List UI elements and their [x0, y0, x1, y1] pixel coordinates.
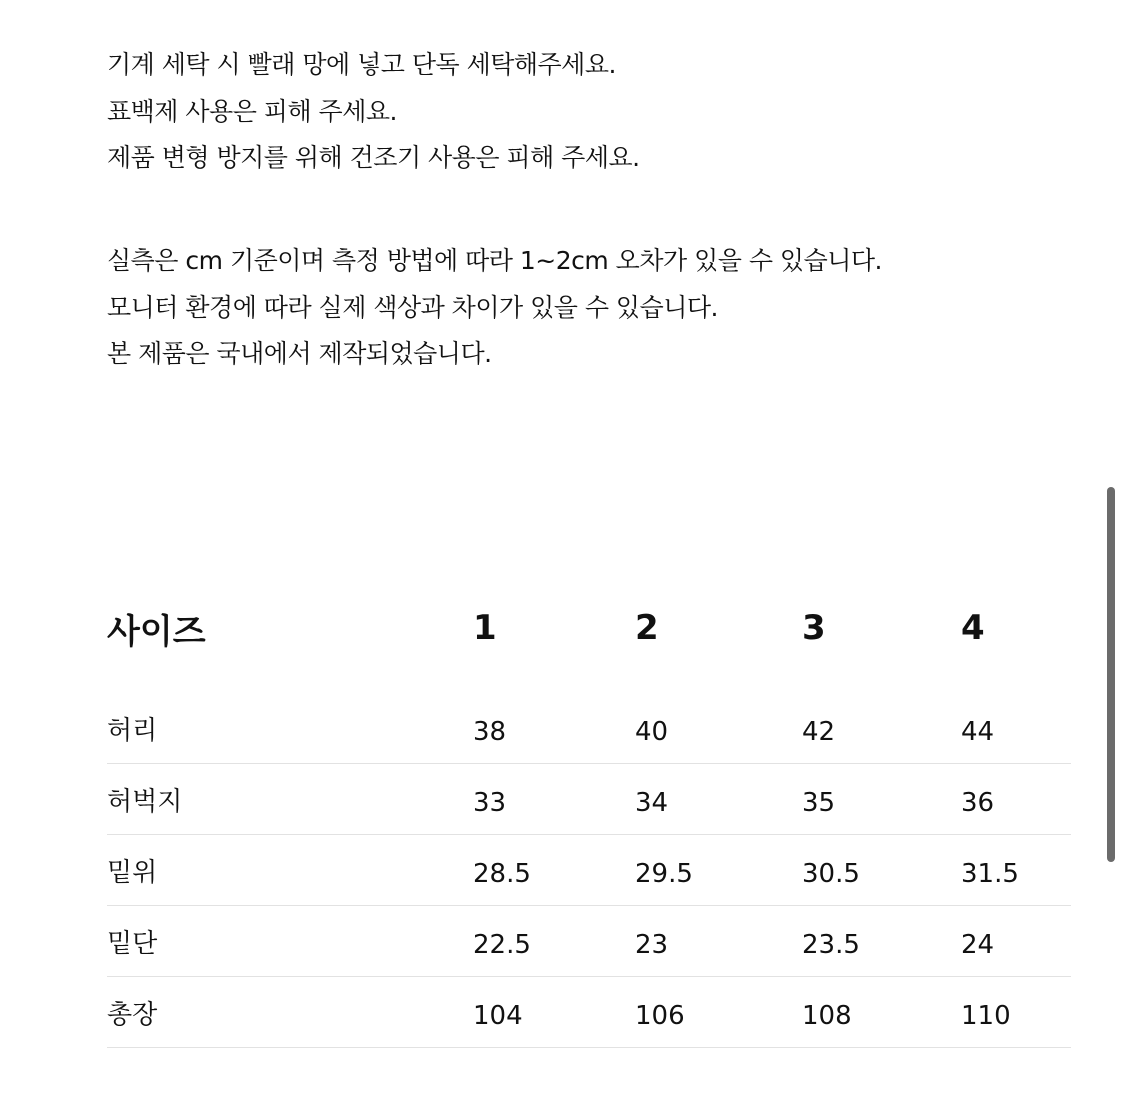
row-value — [473, 977, 635, 1048]
table-row — [107, 906, 1071, 977]
row-label: 밑위 — [107, 835, 473, 906]
row-value — [635, 693, 802, 764]
cell-value: 24 — [961, 930, 995, 960]
cell-value: 22.5 — [473, 930, 531, 960]
row-value — [635, 764, 802, 835]
cell-value: 31.5 — [961, 859, 1019, 889]
care-line: 기계 세탁 시 빨래 망에 넣고 단독 세탁해주세요. — [107, 50, 616, 79]
cell-value: 30.5 — [802, 859, 860, 889]
table-row — [107, 835, 1071, 906]
size-header-1: 1 — [473, 608, 497, 648]
row-label: 총장 — [107, 977, 473, 1048]
row-value — [473, 835, 635, 906]
vertical-scrollbar[interactable] — [1107, 487, 1115, 862]
row-value — [802, 764, 961, 835]
size-header-4: 4 — [961, 608, 985, 648]
product-notes — [107, 238, 882, 378]
care-line: 제품 변형 방지를 위해 건조기 사용은 피해 주세요. — [107, 143, 640, 172]
size-header-2: 2 — [635, 608, 659, 648]
cell-value: 34 — [635, 788, 669, 818]
cell-value: 33 — [473, 788, 507, 818]
care-instructions — [107, 42, 640, 182]
row-value — [635, 906, 802, 977]
table-row — [107, 764, 1071, 835]
cell-value: 110 — [961, 1001, 1011, 1031]
cell-value: 36 — [961, 788, 995, 818]
row-value — [473, 906, 635, 977]
row-value — [961, 906, 1071, 977]
row-value — [802, 977, 961, 1048]
size-header-3: 3 — [802, 608, 826, 648]
size-table — [107, 593, 1071, 1048]
row-value — [961, 693, 1071, 764]
row-value — [802, 906, 961, 977]
row-value — [961, 977, 1071, 1048]
cell-value: 104 — [473, 1001, 523, 1031]
cell-value: 108 — [802, 1001, 852, 1031]
cell-value: 23.5 — [802, 930, 860, 960]
cell-value: 44 — [961, 717, 995, 747]
cell-value: 29.5 — [635, 859, 693, 889]
row-value — [802, 693, 961, 764]
size-header-row — [107, 593, 1071, 663]
row-value — [961, 835, 1071, 906]
row-value — [961, 764, 1071, 835]
size-header-label: 사이즈 — [107, 611, 206, 652]
row-value — [802, 835, 961, 906]
row-label: 허벅지 — [107, 764, 473, 835]
cell-value: 28.5 — [473, 859, 531, 889]
care-line: 표백제 사용은 피해 주세요. — [107, 96, 397, 126]
note-line: 모니터 환경에 따라 실제 색상과 차이가 있을 수 있습니다. — [107, 292, 718, 322]
table-row — [107, 693, 1071, 764]
table-spacer — [107, 663, 1071, 693]
note-line: 실측은 cm 기준이며 측정 방법에 따라 1~2cm 오차가 있을 수 있습니다. — [107, 246, 882, 275]
cell-value: 42 — [802, 717, 836, 747]
row-label: 밑단 — [107, 906, 473, 977]
row-value — [635, 977, 802, 1048]
cell-value: 106 — [635, 1001, 685, 1031]
cell-value: 38 — [473, 717, 507, 747]
table-row — [107, 977, 1071, 1048]
cell-value: 40 — [635, 717, 669, 747]
note-line: 본 제품은 국내에서 제작되었습니다. — [107, 339, 492, 368]
row-value — [473, 693, 635, 764]
row-value — [635, 835, 802, 906]
row-value — [473, 764, 635, 835]
cell-value: 23 — [635, 930, 669, 960]
cell-value: 35 — [802, 788, 836, 818]
row-label: 허리 — [107, 693, 473, 764]
